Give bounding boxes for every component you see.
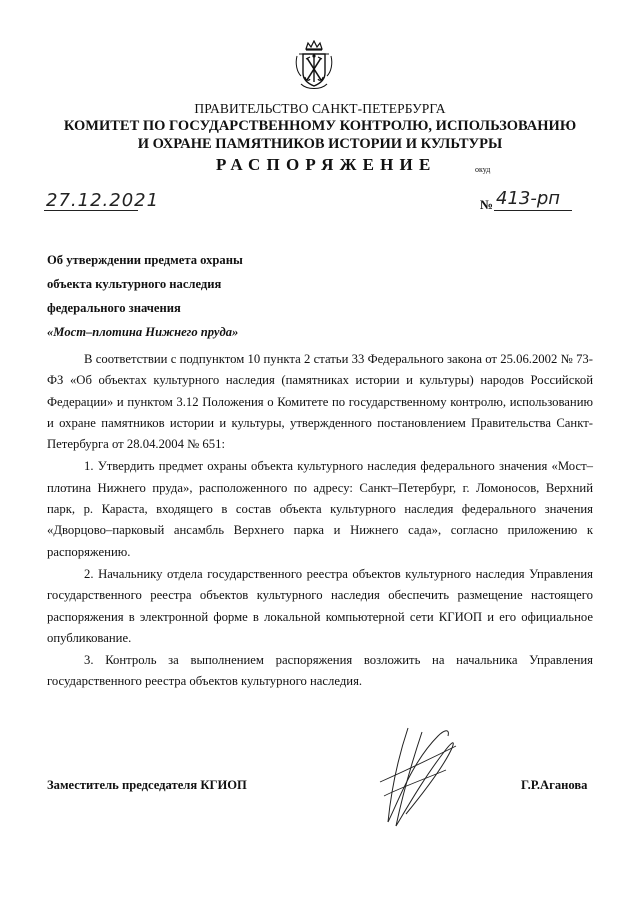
subject-line: федерального значения <box>47 301 181 315</box>
document-type-title: РАСПОРЯЖЕНИЕ <box>216 155 437 174</box>
order-item-3: 3. Контроль за выполнением распоряжения возложить на начальника Управления государственного реестра объектов культурного наследия. <box>47 653 593 689</box>
order-item-2: 2. Начальнику отдела государственного реестра объектов культурного наследия Управления государственного реестра объектов культурного наследия обеспечить размещение настоящего распоряжения в электронной форме в локальной компьютерной сети КГИОП и его официальное опубликование. <box>47 566 593 645</box>
signer-position: Заместитель председателя КГИОП <box>47 778 247 792</box>
intro-paragraph: В соответствии с подпунктом 10 пункта 2 статьи 33 Федерального закона от 25.06.2002 № 73-ФЗ «Об объектах культурного наследия (памятниках истории и культуры) народов Российской Федерации» и пунктом 3.12 Положения о Комитете по государственному контролю, использованию и охране памятников истории и культуры, утвержденного постановлением Правительства Санкт-Петербурга от 28.04.2004 № 651: <box>47 352 593 452</box>
subject-line: Об утверждении предмета охраны <box>47 253 243 267</box>
spb-coat-of-arms-icon <box>293 40 335 92</box>
government-name: ПРАВИТЕЛЬСТВО САНКТ-ПЕТЕРБУРГА <box>194 101 446 116</box>
document-body <box>47 349 593 693</box>
date-underline <box>44 210 138 211</box>
number-label: № <box>480 197 494 212</box>
document-number: 413-рп <box>496 188 561 209</box>
signer-name: Г.Р.Аганова <box>521 778 588 792</box>
document-subject <box>47 248 243 344</box>
subject-line: «Мост–плотина Нижнего пруда» <box>47 325 239 339</box>
handwritten-signature <box>378 722 460 830</box>
subject-line: объекта культурного наследия <box>47 277 222 291</box>
committee-name-line1: КОМИТЕТ ПО ГОСУДАРСТВЕННОМУ КОНТРОЛЮ, ИСПОЛЬЗОВАНИЮ <box>63 118 577 134</box>
document-date: 27.12.2021 <box>46 190 160 211</box>
number-underline <box>494 210 572 211</box>
okud-label: окуд <box>475 165 491 174</box>
order-item-1: 1. Утвердить предмет охраны объекта культурного наследия федерального значения «Мост–плотина Нижнего пруда», расположенного по адресу: Санкт–Петербург, г. Ломоносов, Верхний парк, р. Караста, входящего в состав объекта культурного наследия федерального значения «Дворцово–парковый ансамбль Верхнего парка и Нижнего сада», согласно приложению к распоряжению. <box>47 459 593 559</box>
committee-name-line2: И ОХРАНЕ ПАМЯТНИКОВ ИСТОРИИ И КУЛЬТУРЫ <box>137 136 503 152</box>
